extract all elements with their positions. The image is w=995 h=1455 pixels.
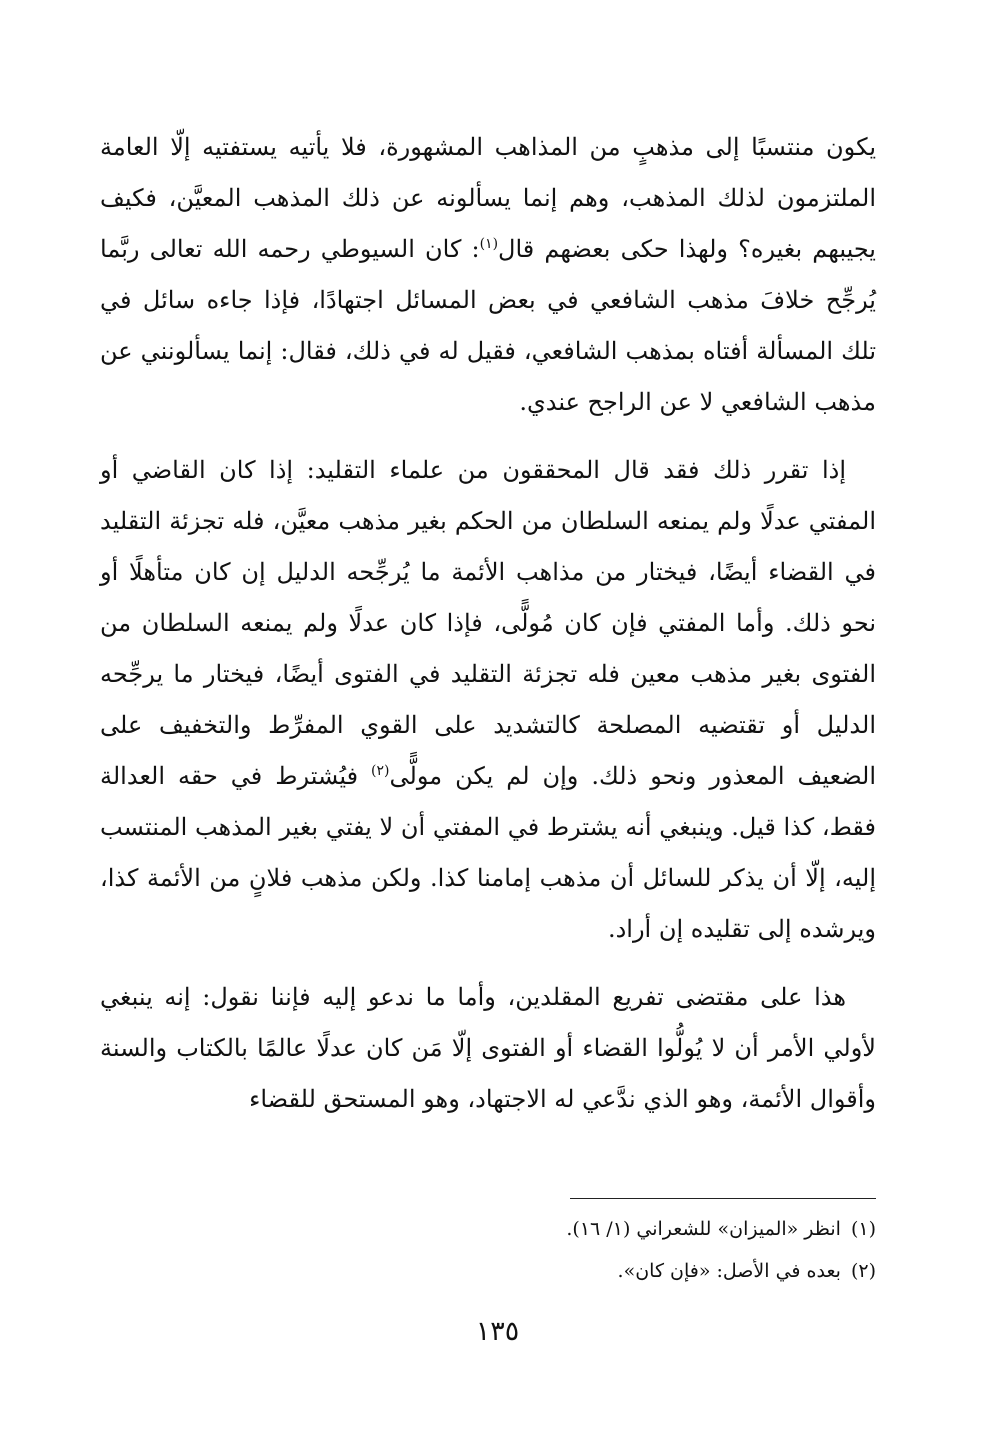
paragraph-2-text-a: إذا تقرر ذلك فقد قال المحققون من علماء التقليد: إذا كان القاضي أو المفتي عدلًا ولم يمنعه السلطان من الحكم بغير مذهب معيَّن، فله تجزئة التقليد في القضاء أيضًا، فيختار من مذاهب الأئمة ما يُرجِّحه الدليل إن كان متأهلًا أو نحو ذلك. وأما المفتي فإن كان مُولًّى، فإذا كان عدلًا ولم يمنعه السلطان من الفتوى بغير مذهب معين فله تجزئة التقليد في الفتوى أيضًا، فيختار ما يرجِّحه الدليل أو تقتضيه المصلحة كالتشديد على القوي المفرِّط والتخفيف على الضعيف المعذور ونحو ذلك. وإن لم يكن مولًّى bbox=[100, 456, 876, 790]
footnote-1-text: انظر «الميزان» للشعراني (١/ ١٦). bbox=[566, 1218, 841, 1240]
footnote-2-text: بعده في الأصل: «فإن كان». bbox=[617, 1260, 841, 1282]
paragraph-1-text-b: : كان السيوطي رحمه الله تعالى ربَّما يُرجِّح خلافَ مذهب الشافعي في بعض المسائل اجتهادًا، فإذا جاءه سائل في تلك المسألة أفتاه بمذهب الشافعي، فقيل له في ذلك، فقال: إنما يسألونني عن مذهب الشافعي لا عن الراجح عندي. bbox=[100, 235, 876, 416]
main-text bbox=[100, 122, 876, 1142]
page-number: ١٣٥ bbox=[475, 1316, 520, 1347]
paragraph-1-text-a: يكون منتسبًا إلى مذهبٍ من المذاهب المشهورة، فلا يأتيه يستفتيه إلّا العامة الملتزمون لذلك المذهب، وهم إنما يسألونه عن ذلك المذهب المعيَّن، فكيف يجيبهم بغيره؟ ولهذا حكى بعضهم قال bbox=[100, 133, 876, 263]
paragraph-3-text: هذا على مقتضى تفريع المقلدين، وأما ما ندعو إليه فإننا نقول: إنه ينبغي لأولي الأمر أن لا يُولُّوا القضاء أو الفتوى إلّا مَن كان عدلًا عالمًا بالكتاب والسنة وأقوال الأئمة، وهو الذي ندَّعي له الاجتهاد، وهو المستحق للقضاء bbox=[100, 983, 876, 1113]
footnote-separator bbox=[570, 1198, 876, 1199]
footnote-1-number: (١) bbox=[850, 1218, 876, 1240]
paragraph-3 bbox=[100, 972, 876, 1125]
paragraph-2-text-b: فيُشترط في حقه العدالة فقط، كذا قيل. وينبغي أنه يشترط في المفتي أن لا يفتي بغير المذهب المنتسب إليه، إلّا أن يذكر للسائل أن مذهب إمامنا كذا. ولكن مذهب فلانٍ من الأئمة كذا، ويرشده إلى تقليده إن أراد. bbox=[100, 762, 876, 943]
paragraph-2 bbox=[100, 445, 876, 955]
footnote-ref-2: (٢) bbox=[371, 763, 390, 779]
footnotes bbox=[276, 1208, 876, 1292]
footnote-ref-1: (١) bbox=[479, 236, 499, 252]
footnote-2-number: (٢) bbox=[850, 1260, 876, 1282]
paragraph-1 bbox=[100, 122, 876, 428]
footnote-1 bbox=[276, 1208, 876, 1250]
footnote-2 bbox=[276, 1250, 876, 1292]
